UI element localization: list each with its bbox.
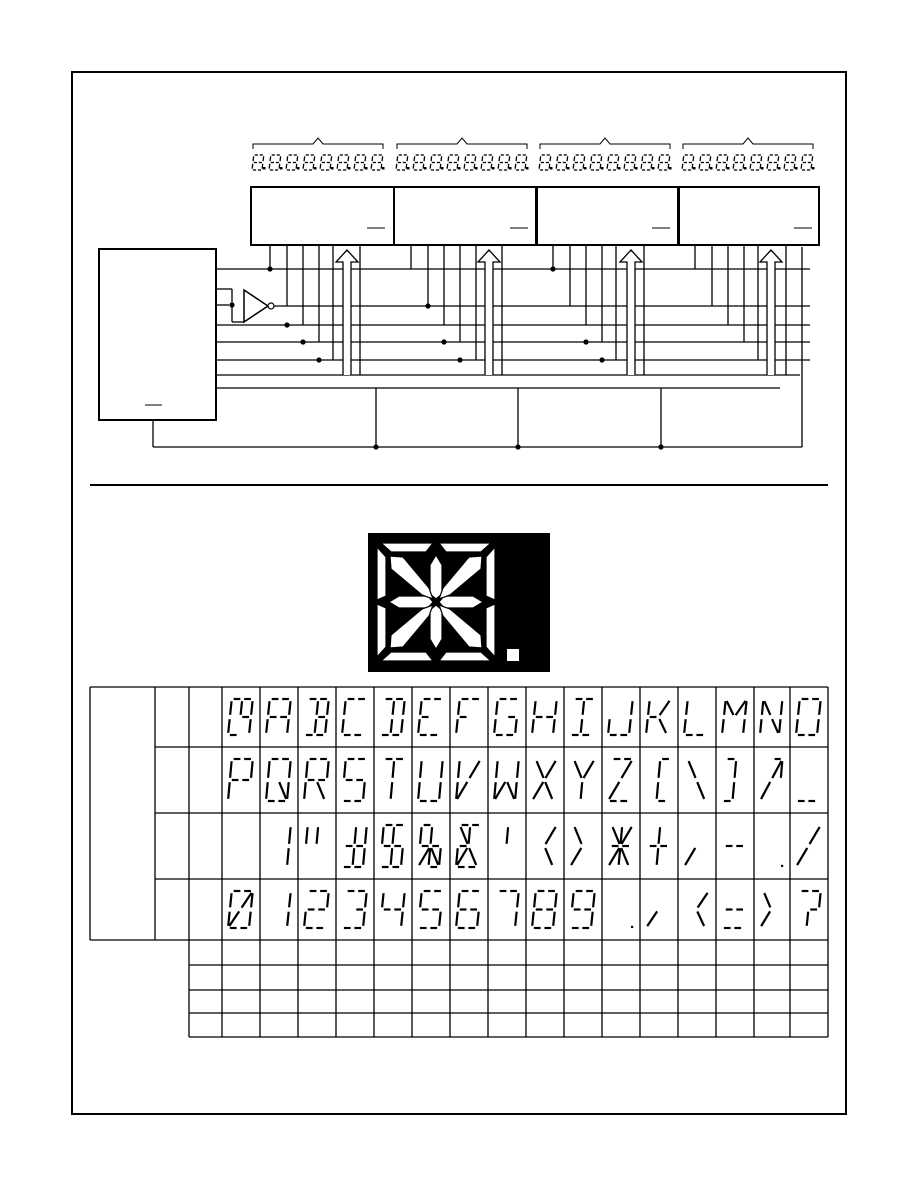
digit-decimal-point [744, 167, 747, 170]
char-glyph [419, 825, 441, 867]
digit-group [682, 138, 814, 170]
char-glyph [657, 759, 669, 801]
segment [486, 547, 495, 600]
digit-decimal-point [441, 167, 444, 170]
segment [389, 596, 433, 608]
char-glyph [456, 761, 479, 799]
char-glyph [689, 761, 705, 799]
segment [439, 543, 491, 552]
digit-cell [641, 155, 652, 170]
digit-cell [286, 155, 297, 170]
digit-cell [573, 155, 584, 170]
controller-block [99, 249, 216, 420]
segment [486, 604, 495, 657]
character-set-table [90, 687, 828, 1037]
char-glyph [304, 891, 328, 928]
driver-chip [536, 187, 679, 245]
digit-cell [658, 155, 669, 170]
char-glyph [306, 827, 318, 844]
digit-cell [682, 155, 693, 170]
char-glyph [631, 926, 633, 928]
digit-cell [624, 155, 635, 170]
char-glyph [266, 759, 290, 801]
digit-cell [252, 155, 263, 170]
inverter-gate [244, 290, 274, 322]
char-glyph [456, 699, 479, 733]
digit-decimal-point [365, 167, 368, 170]
decimal-point [507, 649, 519, 661]
digit-decimal-point [458, 167, 461, 170]
segment [381, 652, 433, 661]
char-glyph [571, 827, 581, 865]
digit-decimal-point [778, 167, 781, 170]
char-glyph [287, 893, 290, 926]
digit-decimal-point [475, 167, 478, 170]
char-glyph [228, 891, 252, 928]
segment [439, 596, 483, 608]
char-glyph [685, 848, 695, 865]
digit-decimal-point [635, 167, 638, 170]
segment [377, 547, 386, 600]
digit-cell [269, 155, 280, 170]
digit-group [396, 138, 528, 170]
char-glyph [228, 759, 252, 799]
digit-decimal-point [297, 167, 300, 170]
digit-decimal-point [280, 167, 283, 170]
segment [439, 652, 491, 661]
char-glyph [697, 893, 707, 926]
digit-decimal-point [550, 167, 553, 170]
digit-decimal-point [509, 167, 512, 170]
digit-decimal-point [652, 167, 655, 170]
digit-cell [733, 155, 744, 170]
digit-decimal-point [424, 167, 427, 170]
char-glyph [494, 761, 518, 799]
driver-chip [251, 187, 394, 245]
driver-chip [678, 187, 819, 245]
bus-wiring [153, 245, 810, 450]
digit-cell [801, 155, 812, 170]
char-glyph [646, 701, 669, 733]
char-glyph [342, 699, 365, 735]
char-glyph [306, 699, 329, 735]
char-glyph [802, 891, 821, 926]
char-glyph [418, 761, 442, 801]
digit-cell [498, 155, 509, 170]
char-glyph [532, 701, 556, 733]
char-glyph [507, 827, 508, 844]
char-glyph [228, 699, 252, 735]
char-glyph [724, 759, 736, 801]
digit-cell [716, 155, 727, 170]
char-glyph [287, 827, 290, 865]
driver-chip [394, 187, 537, 245]
digit-strips [252, 138, 814, 170]
digit-cell [515, 155, 526, 170]
digit-decimal-point [710, 167, 713, 170]
digit-cell [447, 155, 458, 170]
digit-cell [430, 155, 441, 170]
digit-decimal-point [526, 167, 529, 170]
display-driver-chips [251, 187, 819, 245]
digit-cell [784, 155, 795, 170]
digit-cell [481, 155, 492, 170]
digit-cell [320, 155, 331, 170]
digit-decimal-point [382, 167, 385, 170]
digit-cell [337, 155, 348, 170]
digit-cell [354, 155, 365, 170]
sixteen-segment-figure [368, 533, 550, 672]
digit-decimal-point [795, 167, 798, 170]
digit-cell [590, 155, 601, 170]
digit-decimal-point [263, 167, 266, 170]
char-glyph [609, 827, 632, 865]
digit-cell [413, 155, 424, 170]
char-glyph [760, 701, 782, 733]
digit-cell [396, 155, 407, 170]
char-glyph [494, 699, 517, 735]
digit-cell [464, 155, 475, 170]
char-glyph [609, 759, 632, 801]
digit-decimal-point [331, 167, 334, 170]
char-glyph [545, 827, 555, 865]
segment [430, 555, 442, 599]
char-glyph [382, 893, 404, 926]
digit-cell [371, 155, 382, 170]
char-glyph [761, 893, 770, 926]
char-glyph [533, 761, 556, 799]
char-glyph [761, 759, 782, 799]
char-glyph [418, 699, 441, 735]
digit-decimal-point [693, 167, 696, 170]
char-glyph [608, 701, 632, 735]
digit-cell [767, 155, 778, 170]
char-glyph [572, 699, 593, 735]
char-glyph [266, 699, 290, 733]
char-glyph [684, 701, 703, 735]
digit-decimal-point [669, 167, 672, 170]
char-glyph [456, 825, 479, 867]
char-glyph [304, 759, 328, 799]
segment [377, 604, 386, 657]
digit-decimal-point [348, 167, 351, 170]
system-connection-diagram [99, 138, 819, 450]
digit-decimal-point [618, 167, 621, 170]
char-glyph [796, 699, 820, 735]
char-glyph [344, 759, 365, 801]
char-glyph [722, 701, 746, 733]
char-glyph [386, 759, 403, 799]
char-glyph [344, 827, 367, 867]
char-glyph [650, 827, 667, 865]
digit-decimal-point [601, 167, 604, 170]
segment [381, 543, 433, 552]
char-glyph [382, 699, 405, 735]
digit-decimal-point [314, 167, 317, 170]
char-glyph [781, 865, 783, 867]
char-glyph [500, 891, 519, 926]
digit-decimal-point [727, 167, 730, 170]
char-glyph [420, 891, 441, 928]
digit-decimal-point [761, 167, 764, 170]
digit-decimal-point [407, 167, 410, 170]
digit-cell [556, 155, 567, 170]
digit-decimal-point [812, 167, 815, 170]
char-glyph [344, 891, 367, 928]
char-glyph [575, 761, 594, 799]
char-glyph [456, 891, 479, 928]
char-glyph [797, 827, 820, 865]
digit-cell [539, 155, 550, 170]
segment [430, 605, 442, 649]
char-glyph [382, 825, 403, 867]
char-glyph [572, 891, 595, 928]
char-glyph [532, 891, 556, 928]
digit-cell [303, 155, 314, 170]
digit-cell [750, 155, 761, 170]
digit-group [252, 138, 384, 170]
char-glyph [647, 911, 657, 926]
digit-group [539, 138, 671, 170]
digit-decimal-point [567, 167, 570, 170]
digit-cell [607, 155, 618, 170]
digit-cell [699, 155, 710, 170]
char-glyph [724, 910, 743, 929]
digit-decimal-point [492, 167, 495, 170]
digit-decimal-point [584, 167, 587, 170]
